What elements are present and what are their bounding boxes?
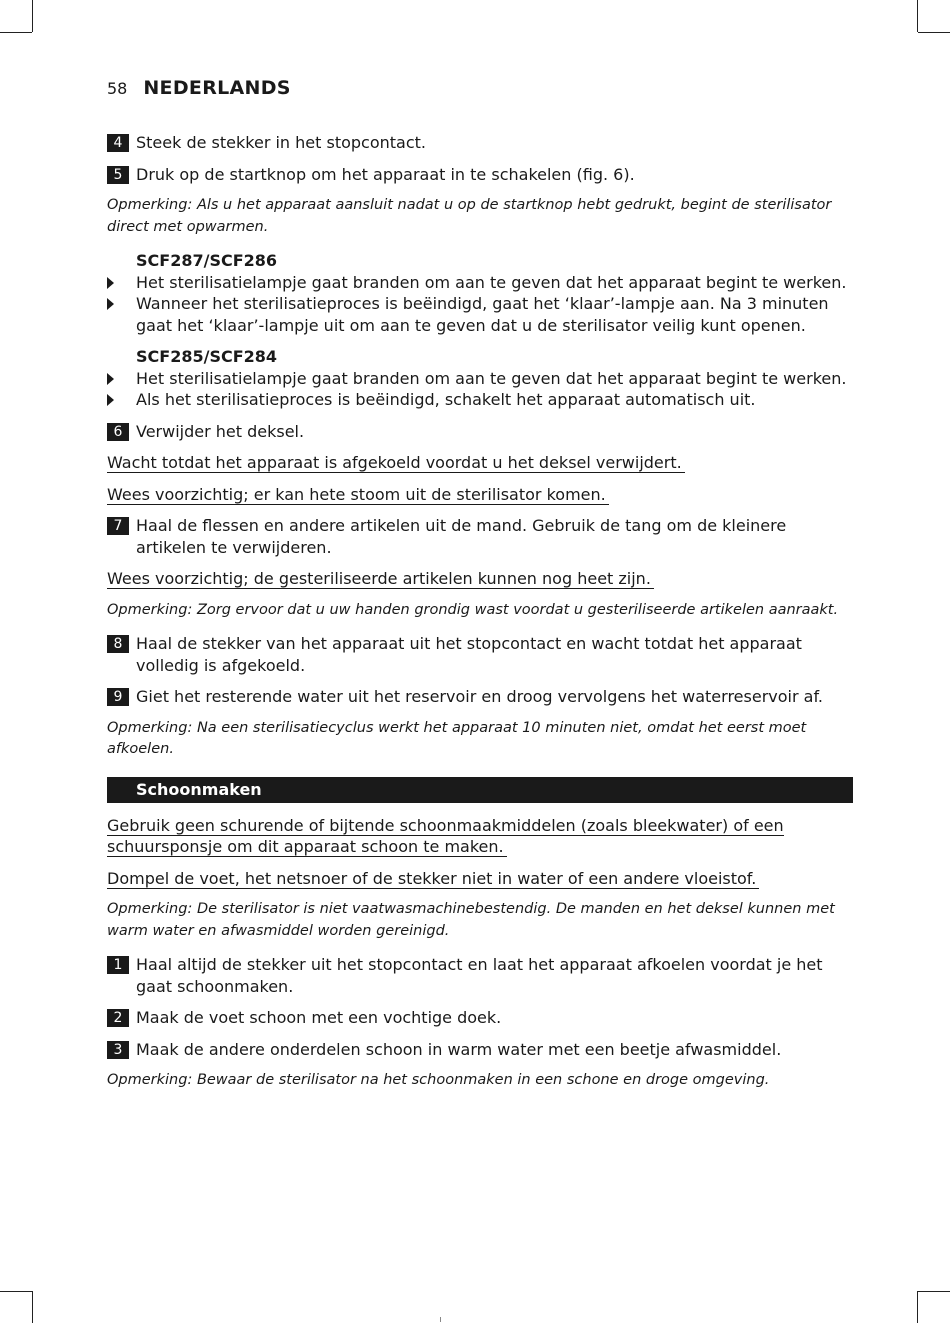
note-text: Opmerking: Na een sterilisatiecyclus werkt het apparaat 10 minuten niet, omdat het eerst moet afkoelen. [107, 719, 807, 757]
warning-underlined-text: Gebruik geen schurende of bijtende schoonmaakmiddelen (zoals bleekwater) of een schuursponsje om dit apparaat schoon te maken. [107, 815, 784, 856]
step-text: Maak de andere onderdelen schoon in warm water met een beetje afwasmiddel. [136, 1039, 782, 1059]
crop-mark-bottom-left-h [0, 1291, 32, 1292]
triangle-bullet-icon [107, 394, 114, 406]
page-header [107, 77, 291, 101]
list-item [107, 368, 853, 390]
manual-content [107, 132, 853, 1104]
model-subheading: SCF287/SCF286 [136, 251, 278, 270]
triangle-bullet-icon [107, 277, 114, 289]
section-heading: Schoonmaken [107, 777, 853, 803]
warning-text [107, 452, 853, 474]
warning-underlined-text: Wees voorzichtig; er kan hete stoom uit de sterilisator komen. [107, 485, 609, 505]
warning-text [107, 484, 853, 506]
step-number-badge: 3 [107, 1041, 129, 1059]
step-text: Maak de voet schoon met een vochtige doek. [136, 1008, 502, 1027]
bullet-text: Het sterilisatielampje gaat branden om aan te geven dat het apparaat begint te werken. [136, 368, 847, 388]
step-number-badge: 5 [107, 166, 129, 184]
note-text: Opmerking: Bewaar de sterilisator na het schoonmaken in een schone en droge omgeving. [107, 1072, 770, 1088]
step-text: Verwijder het deksel. [136, 421, 305, 441]
step-3 [107, 1039, 853, 1061]
bullet-text: Wanneer het sterilisatieproces is beëindigd, gaat het ‘klaar’-lampje aan. Na 3 minuten gaat het ‘klaar’-lampje uit om aan te geven dat u de sterilisator veilig kunt openen. [136, 294, 829, 335]
page-number: 58 [107, 79, 128, 98]
step-number-badge: 4 [107, 134, 129, 152]
step-number-badge: 2 [107, 1009, 129, 1027]
crop-mark-bottom-left-v [32, 1291, 33, 1323]
triangle-bullet-icon [107, 373, 114, 385]
step-number-badge: 7 [107, 517, 129, 535]
model-subheading: SCF285/SCF284 [136, 347, 278, 366]
bullet-text: Als het sterilisatieproces is beëindigd, schakelt het apparaat automatisch uit. [136, 390, 756, 409]
step-4 [107, 132, 853, 154]
step-text: Haal de flessen en andere artikelen uit de mand. Gebruik de tang om de kleinere artikelen te verwijderen. [136, 516, 787, 557]
step-number-badge: 1 [107, 956, 129, 974]
note-text: Opmerking: De sterilisator is niet vaatwasmachinebestendig. De manden en het deksel kunnen met warm water en afwasmiddel worden gereinigd. [107, 901, 835, 939]
step-8 [107, 633, 853, 676]
step-5 [107, 164, 853, 186]
bullet-text: Het sterilisatielampje gaat branden om aan te geven dat het apparaat begint te werken. [136, 272, 847, 292]
step-number-badge: 6 [107, 423, 129, 441]
warning-underlined-text: Wacht totdat het apparaat is afgekoeld voordat u het deksel verwijdert. [107, 453, 685, 473]
crop-mark-top-right-h [918, 32, 950, 33]
warning-text [107, 568, 853, 590]
step-1 [107, 954, 853, 997]
step-6 [107, 421, 853, 443]
language-title: NEDERLANDS [143, 77, 291, 99]
crop-mark-bottom-right-v [917, 1291, 918, 1323]
warning-text [107, 815, 853, 858]
list-item [107, 272, 853, 294]
step-number-badge: 9 [107, 688, 129, 706]
crop-mark-top-left-v [32, 0, 33, 32]
step-9 [107, 686, 853, 708]
note-text: Opmerking: Zorg ervoor dat u uw handen grondig wast voordat u gesteriliseerde artikelen aanraakt. [107, 601, 839, 618]
step-number-badge: 8 [107, 635, 129, 653]
list-item [107, 293, 853, 336]
warning-underlined-text: Wees voorzichtig; de gesteriliseerde artikelen kunnen nog heet zijn. [107, 569, 654, 589]
step-text: Haal altijd de stekker uit het stopcontact en laat het apparaat afkoelen voordat je het gaat schoonmaken. [136, 955, 823, 996]
step-2 [107, 1007, 853, 1029]
step-text: Haal de stekker van het apparaat uit het stopcontact en wacht totdat het apparaat volledig is afgekoeld. [136, 634, 802, 675]
warning-underlined-text: Dompel de voet, het netsnoer of de stekker niet in water of een andere vloeistof. [107, 869, 759, 889]
note-text: Opmerking: Als u het apparaat aansluit nadat u op de startknop hebt gedrukt, begint de sterilisator direct met opwarmen. [107, 197, 832, 235]
step-text: Druk op de startknop om het apparaat in te schakelen (fig. 6). [136, 164, 635, 184]
crop-mark-bottom-right-h [918, 1291, 950, 1292]
bullet-list [107, 368, 853, 411]
bullet-list [107, 272, 853, 337]
crop-mark-top-right-v [917, 0, 918, 32]
step-7 [107, 515, 853, 558]
step-text: Steek de stekker in het stopcontact. [136, 133, 427, 152]
triangle-bullet-icon [107, 298, 114, 310]
warning-text [107, 868, 853, 890]
list-item [107, 389, 853, 411]
step-text: Giet het resterende water uit het reservoir en droog vervolgens het waterreservoir af. [136, 687, 823, 706]
crop-mark-top-left-h [0, 32, 32, 33]
center-tick-mark [440, 1317, 441, 1322]
